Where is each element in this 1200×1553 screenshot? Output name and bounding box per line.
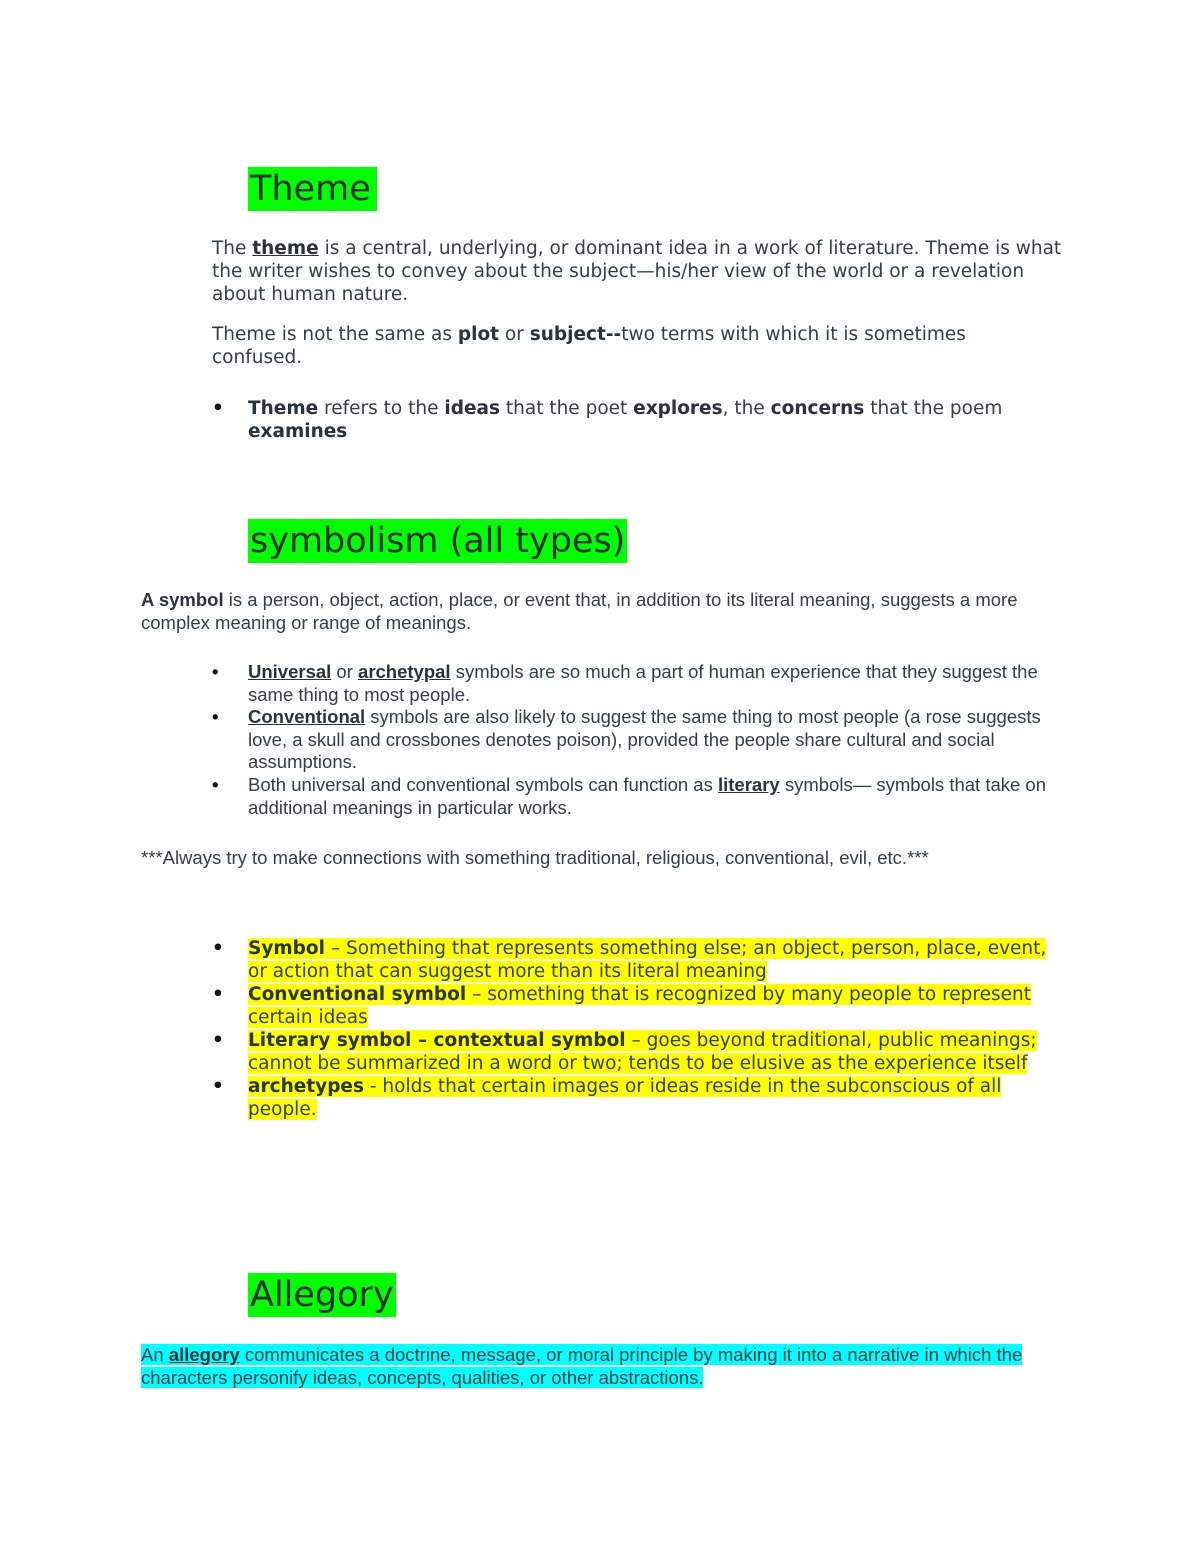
bullet-icon: • bbox=[212, 1030, 224, 1051]
allegory-heading: Allegory bbox=[250, 1275, 394, 1315]
list-item bbox=[212, 397, 1048, 443]
highlighted-definition bbox=[248, 984, 1031, 1028]
term-allegory: allegory bbox=[168, 1344, 240, 1365]
text-run: that the poem bbox=[864, 398, 1003, 419]
list-item bbox=[212, 773, 1068, 819]
allegory-paragraph bbox=[141, 1344, 1061, 1389]
term-universal: Universal bbox=[248, 661, 332, 682]
list-item bbox=[212, 983, 1058, 1029]
text-run: two terms with which it is sometimes confused. bbox=[212, 324, 966, 368]
theme-heading: Theme bbox=[248, 167, 377, 211]
bullet-icon: • bbox=[212, 773, 219, 795]
term: ideas bbox=[444, 398, 500, 419]
symbolism-heading: symbolism (all types) bbox=[250, 521, 626, 561]
symbol-types-list bbox=[212, 661, 1068, 819]
list-item bbox=[212, 1075, 1058, 1121]
term-plot: plot bbox=[457, 324, 500, 345]
text-run: communicates a doctrine, message, or moral principle by making it into a narrative in which the characters personify ideas, concepts, qualities, or other abstractions. bbox=[141, 1344, 1023, 1388]
text-run: that the poet bbox=[500, 398, 634, 419]
text-run: Theme is not the same as bbox=[212, 324, 458, 345]
text-run: refers to the bbox=[318, 398, 445, 419]
text-run: – goes beyond traditional, public meanings; cannot be summarized in a word or two; tends to be elusive as the experience itself bbox=[248, 1030, 1037, 1074]
text-run: is a central, underlying, or dominant idea in a work of literature. Theme is what the writer wishes to convey about the subject—his/her view of the world or a revelation about human nature. bbox=[212, 238, 1062, 305]
text-run: - holds that certain images or ideas reside in the subconscious of all people. bbox=[248, 1076, 1002, 1120]
term: explores bbox=[633, 398, 723, 419]
list-item bbox=[212, 937, 1058, 983]
highlighted-definition bbox=[248, 1076, 1001, 1120]
list-item bbox=[212, 1029, 1058, 1075]
highlighted-definition bbox=[141, 1344, 1022, 1388]
term-symbol: Symbol bbox=[248, 938, 325, 959]
text-run: Both universal and conventional symbols can function as bbox=[248, 773, 718, 795]
highlighted-definition bbox=[248, 1030, 1037, 1074]
text-run: or bbox=[331, 661, 359, 682]
term-literary-symbol: Literary symbol – contextual symbol bbox=[248, 1030, 626, 1051]
bullet-icon: • bbox=[212, 706, 219, 728]
connections-note: ***Always try to make connections with something traditional, religious, conventional, evil, etc.*** bbox=[141, 847, 929, 868]
term-theme: theme bbox=[252, 238, 319, 259]
theme-definition-paragraph bbox=[212, 237, 1072, 306]
term: Theme bbox=[248, 398, 319, 419]
theme-not-plot-paragraph bbox=[212, 323, 1052, 369]
term-conventional-symbol: Conventional symbol bbox=[248, 984, 467, 1005]
bullet-icon: • bbox=[212, 1076, 224, 1097]
text-run: or bbox=[499, 324, 530, 345]
highlighted-definition bbox=[248, 938, 1046, 982]
term-conventional: Conventional bbox=[248, 706, 366, 728]
term-subject: subject-- bbox=[529, 324, 622, 345]
text-run: The bbox=[212, 238, 253, 259]
text-run: symbols are so much a part of human experience that they suggest the same thing to most people. bbox=[248, 661, 1038, 705]
text-run: is a person, object, action, place, or event that, in addition to its literal meaning, suggests a more complex meaning or range of meanings. bbox=[141, 589, 1018, 633]
term: concerns bbox=[770, 398, 865, 419]
term-literary: literary bbox=[717, 773, 780, 795]
text-run: – Something that represents something else; an object, person, place, event, or action that can suggest more than its literal meaning bbox=[248, 938, 1047, 982]
text-run: , the bbox=[722, 398, 771, 419]
text-run: An bbox=[141, 1344, 169, 1365]
text-run: – something that is recognized by many people to represent certain ideas bbox=[248, 984, 1031, 1028]
term: examines bbox=[248, 421, 348, 442]
theme-bullet-list bbox=[212, 397, 1048, 443]
symbol-definitions-list bbox=[212, 937, 1058, 1121]
term-a-symbol: A symbol bbox=[141, 589, 224, 610]
term-archetypal: archetypal bbox=[358, 661, 451, 682]
bullet-icon: • bbox=[212, 661, 219, 682]
text-run: symbols— symbols that take on additional meanings in particular works. bbox=[248, 773, 1047, 818]
list-item bbox=[212, 706, 1068, 774]
term-archetypes: archetypes bbox=[248, 1076, 364, 1097]
bullet-icon: • bbox=[212, 984, 224, 1005]
list-item bbox=[212, 661, 1068, 706]
bullet-icon: • bbox=[212, 938, 224, 959]
bullet-icon: • bbox=[212, 398, 224, 419]
text-run: symbols are also likely to suggest the same thing to most people (a rose suggests love, a skull and crossbones denotes poison), provided the people share cultural and social assumptions. bbox=[248, 706, 1041, 773]
symbol-intro-paragraph bbox=[141, 589, 1041, 634]
